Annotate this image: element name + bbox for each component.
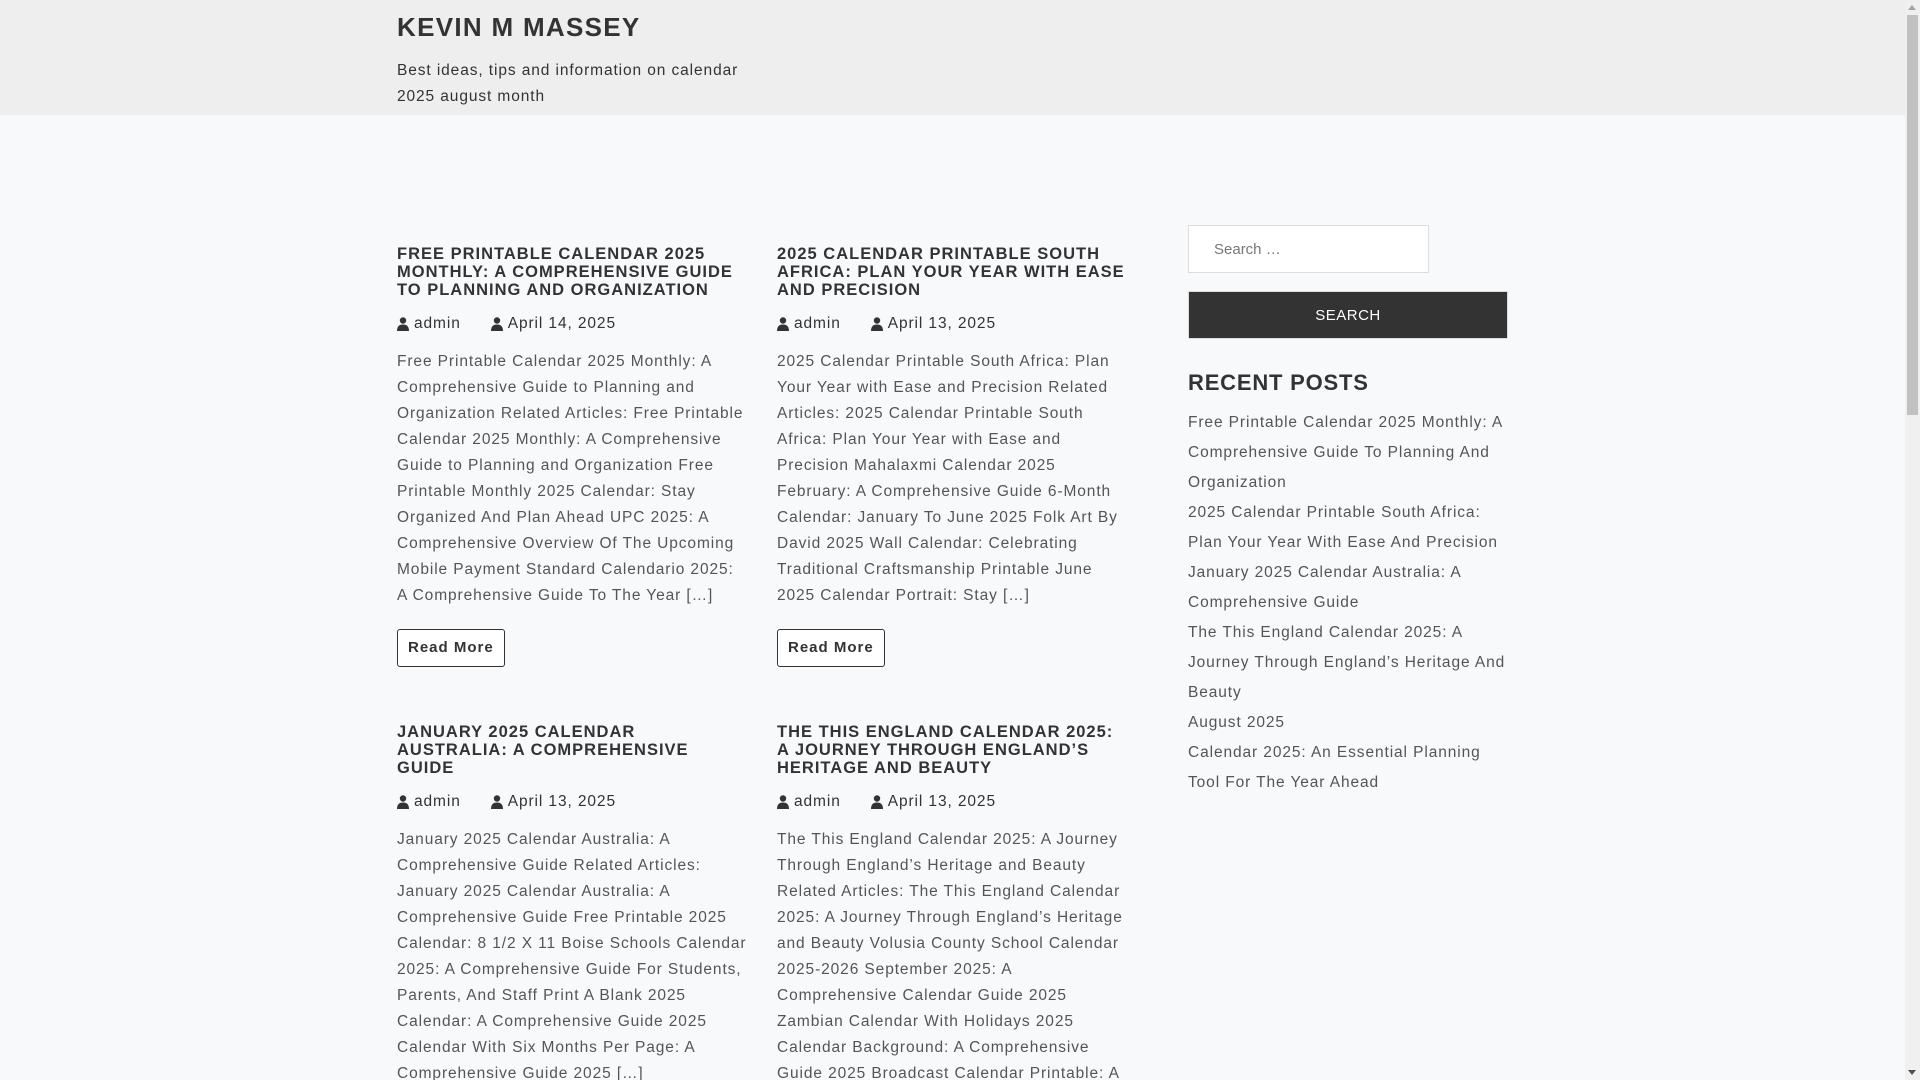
user-icon xyxy=(777,317,789,331)
read-more-button[interactable]: Read More xyxy=(397,629,505,667)
recent-post-link[interactable]: The This England Calendar 2025: A Journey Through England’s Heritage And Beauty xyxy=(1188,624,1506,701)
post-title[interactable]: FREE PRINTABLE CALENDAR 2025 MONTHLY: A COMPREHENSIVE GUIDE TO PLANNING AND ORGANIZATION xyxy=(397,245,733,299)
site-header xyxy=(0,0,1905,115)
post-date[interactable] xyxy=(491,315,616,333)
recent-posts-list xyxy=(1188,408,1508,798)
recent-post-link[interactable]: Free Printable Calendar 2025 Monthly: A Comprehensive Guide To Planning And Organization xyxy=(1188,414,1503,491)
search-button[interactable]: SEARCH xyxy=(1188,291,1508,339)
user-icon xyxy=(491,795,503,809)
vertical-scrollbar[interactable] xyxy=(1905,0,1920,1080)
post-card xyxy=(777,723,1127,1080)
post-excerpt: The This England Calendar 2025: A Journey Through England’s Heritage and Beauty Related Articles: The This England Calendar 2025: A Journey Through England’s Heritage and Beauty Volusia County School Calendar 2025-2026 September 2025: A Comprehensive Calendar Guide 2025 Zambian Calendar With Holidays 2025 Calendar Background: A Comprehensive Guide 2025 Broadcast Calendar Printable: A xyxy=(777,831,1123,1080)
user-icon xyxy=(777,795,789,809)
post-excerpt: Free Printable Calendar 2025 Monthly: A Comprehensive Guide to Planning and Organization Related Articles: Free Printable Calendar 2025 Monthly: A Comprehensive Guide to Planning and Organization Free Printable Monthly 2025 Calendar: Stay Organized And Plan Ahead UPC 2025: A Comprehensive Overview Of The Upcoming Mobile Payment Standard Calendario 2025: A Comprehensive Guide To The Year […] xyxy=(397,353,744,604)
scroll-up-arrow-icon[interactable] xyxy=(1908,5,1916,10)
post-meta xyxy=(397,314,747,334)
user-icon xyxy=(491,317,503,331)
post-meta xyxy=(777,792,1127,812)
post-date[interactable] xyxy=(871,793,996,811)
user-icon xyxy=(871,795,883,809)
post-meta xyxy=(777,314,1127,334)
recent-post-link[interactable]: Calendar 2025: An Essential Planning Tool For The Year Ahead xyxy=(1188,744,1481,791)
post-date[interactable] xyxy=(491,793,616,811)
date-text: April 13, 2025 xyxy=(887,793,996,810)
post-date[interactable] xyxy=(871,315,996,333)
post-title[interactable]: 2025 CALENDAR PRINTABLE SOUTH AFRICA: PLAN YOUR YEAR WITH EASE AND PRECISION xyxy=(777,245,1125,299)
user-icon xyxy=(397,795,409,809)
date-text: April 13, 2025 xyxy=(887,315,996,332)
post-author[interactable] xyxy=(397,315,461,333)
date-text: April 14, 2025 xyxy=(507,315,616,332)
author-name: admin xyxy=(794,315,841,332)
user-icon xyxy=(397,317,409,331)
post-title[interactable]: THE THIS ENGLAND CALENDAR 2025: A JOURNEY THROUGH ENGLAND’S HERITAGE AND BEAUTY xyxy=(777,723,1114,777)
recent-post-link[interactable]: August 2025 xyxy=(1188,714,1285,731)
site-title[interactable]: KEVIN M MASSEY xyxy=(397,12,641,42)
read-more-button[interactable]: Read More xyxy=(777,629,885,667)
recent-post-link[interactable]: January 2025 Calendar Australia: A Comprehensive Guide xyxy=(1188,564,1461,611)
author-name: admin xyxy=(414,793,461,810)
search-input[interactable] xyxy=(1188,225,1429,273)
author-name: admin xyxy=(414,315,461,332)
post-author[interactable] xyxy=(397,793,461,811)
scroll-down-arrow-icon[interactable] xyxy=(1908,1070,1916,1075)
sidebar xyxy=(1188,225,1508,798)
post-card xyxy=(397,723,747,1080)
post-card xyxy=(397,245,747,667)
author-name: admin xyxy=(794,793,841,810)
site-description: Best ideas, tips and information on calendar 2025 august month xyxy=(397,62,739,105)
post-card xyxy=(777,245,1127,667)
post-excerpt: January 2025 Calendar Australia: A Comprehensive Guide Related Articles: January 2025 Calendar Australia: A Comprehensive Guide Free Printable 2025 Calendar: 8 1/2 X 11 Boise Schools Calendar 2025: A Comprehensive Guide For Students, Parents, And Staff Print A Blank 2025 Calendar: A Comprehensive Guide 2025 Calendar With Six Months Per Page: A Comprehensive Guide 2025 […] xyxy=(397,831,747,1080)
recent-post-link[interactable]: 2025 Calendar Printable South Africa: Plan Your Year With Ease And Precision xyxy=(1188,504,1498,551)
post-author[interactable] xyxy=(777,793,841,811)
date-text: April 13, 2025 xyxy=(507,793,616,810)
post-title[interactable]: JANUARY 2025 CALENDAR AUSTRALIA: A COMPREHENSIVE GUIDE xyxy=(397,723,689,777)
post-excerpt: 2025 Calendar Printable South Africa: Plan Your Year with Ease and Precision Related Articles: 2025 Calendar Printable South Africa: Plan Your Year with Ease and Precision Mahalaxmi Calendar 2025 February: A Comprehensive Guide 6-Month Calendar: January To June 2025 Folk Art By David 2025 Wall Calendar: Celebrating Traditional Craftsmanship Printable June 2025 Calendar Portrait: Stay […] xyxy=(777,353,1118,604)
post-author[interactable] xyxy=(777,315,841,333)
scrollbar-thumb[interactable] xyxy=(1907,15,1918,415)
post-meta xyxy=(397,792,747,812)
user-icon xyxy=(871,317,883,331)
recent-posts-title: RECENT POSTS xyxy=(1188,370,1369,395)
